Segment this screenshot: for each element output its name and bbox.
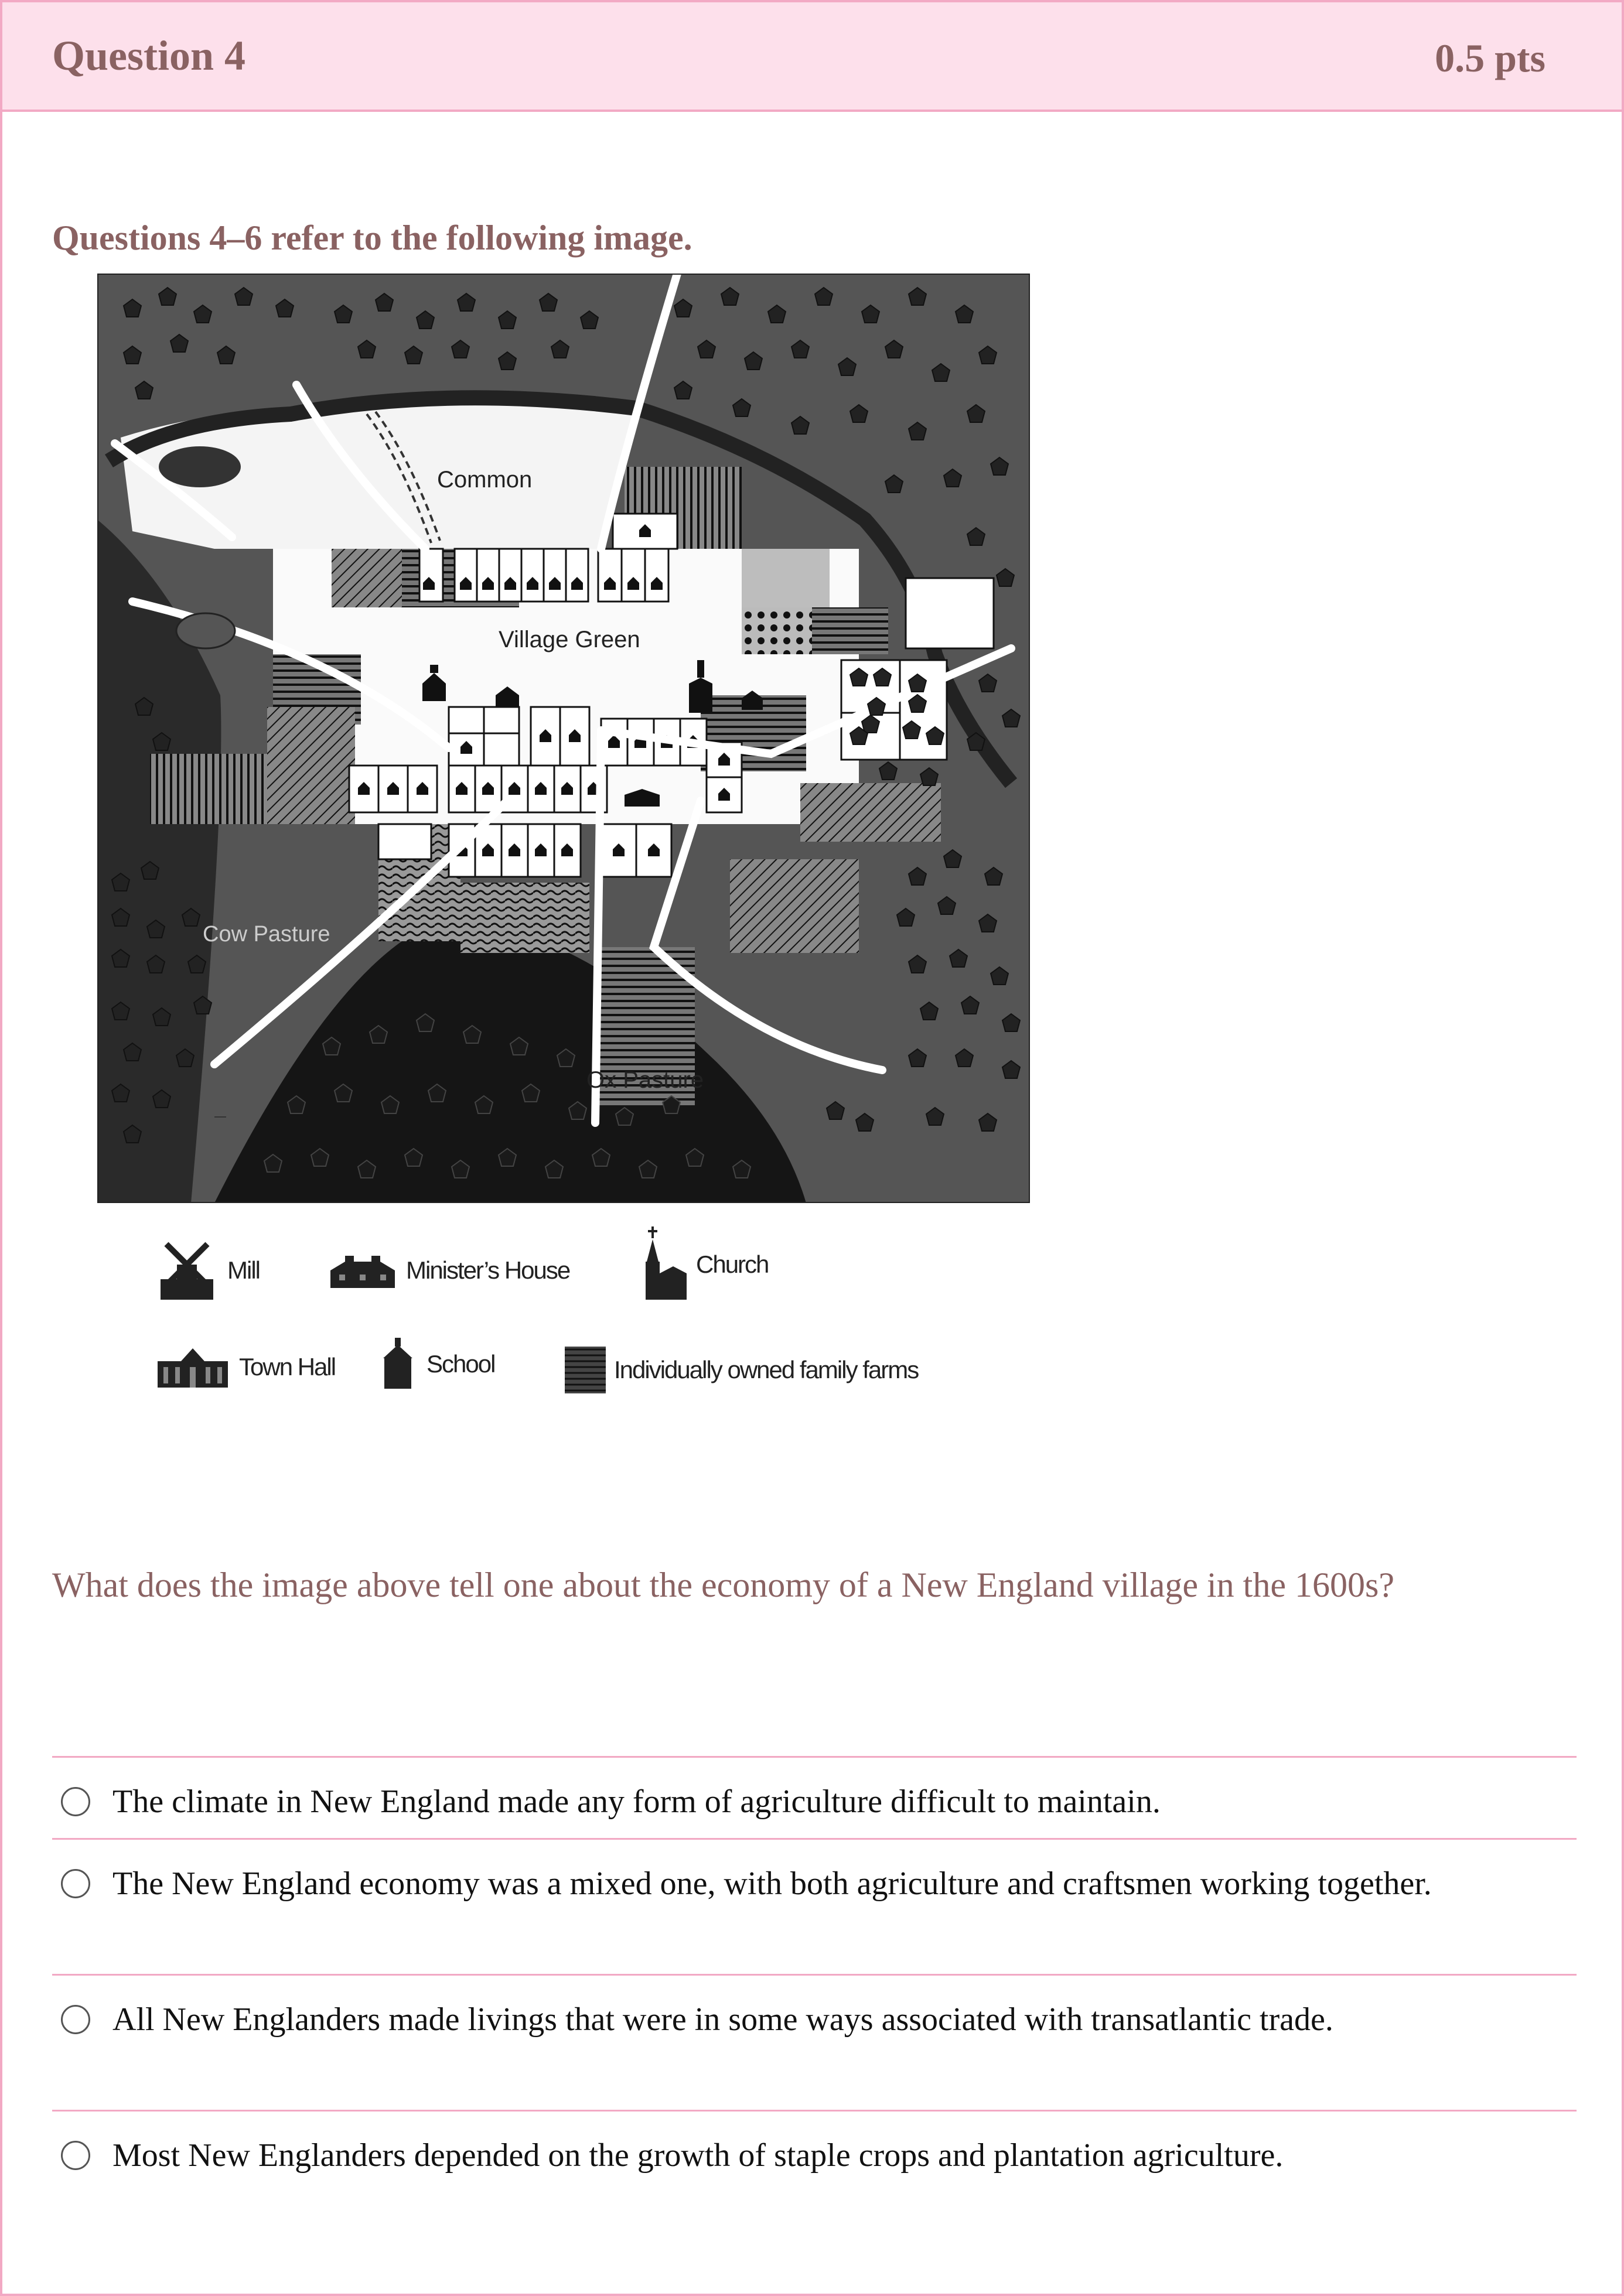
answer-option-4[interactable] (61, 2137, 1283, 2174)
option-divider (52, 1838, 1577, 1840)
question-points: 0.5 pts (1435, 36, 1545, 80)
legend-label-mill: Mill (227, 1256, 260, 1284)
legend-item-school (377, 1338, 494, 1390)
answer-option-1[interactable] (61, 1783, 1161, 1820)
legend-item-ministers-house (327, 1250, 569, 1291)
mill-icon (155, 1238, 219, 1303)
map-legend (155, 1226, 1004, 1420)
map-label-village-green: Village Green (499, 627, 640, 652)
radio-button[interactable] (61, 1869, 90, 1898)
answer-option-3-text: All New Englanders made livings that were in some ways associated with transatlantic trade. (112, 2001, 1333, 2038)
question-prompt: What does the image above tell one about the economy of a New England village in the 1600s? (52, 1566, 1394, 1604)
ministers-house-icon (327, 1250, 398, 1291)
church-icon (635, 1226, 688, 1303)
legend-item-church (635, 1226, 768, 1303)
legend-label-family-farms: Individually owned family farms (614, 1356, 919, 1383)
legend-label-school: School (427, 1350, 495, 1378)
legend-item-mill (155, 1238, 260, 1303)
legend-item-town-hall (155, 1344, 335, 1390)
school-icon (377, 1338, 418, 1390)
question-header (2, 2, 1622, 112)
town-hall-icon (155, 1344, 231, 1390)
answer-option-2-text: The New England economy was a mixed one, with both agriculture and craftsmen working together. (112, 1866, 1432, 1902)
village-map-image (97, 274, 1030, 1203)
option-divider (52, 2110, 1577, 2112)
answer-option-2[interactable] (61, 1865, 1432, 1902)
legend-label-ministers-house: Minister’s House (406, 1256, 570, 1284)
radio-button[interactable] (61, 1787, 90, 1816)
map-label-cow-pasture: Cow Pasture (203, 922, 330, 947)
family-farm-icon (565, 1347, 606, 1393)
answer-option-1-text: The climate in New England made any form of agriculture difficult to maintain. (112, 1784, 1161, 1820)
legend-label-church: Church (696, 1250, 769, 1278)
question-intro: Questions 4–6 refer to the following image. (52, 218, 692, 257)
radio-button[interactable] (61, 2005, 90, 2034)
radio-button[interactable] (61, 2141, 90, 2170)
answer-option-4-text: Most New Englanders depended on the growth of staple crops and plantation agriculture. (112, 2137, 1284, 2174)
answer-option-3[interactable] (61, 2001, 1333, 2038)
option-divider (52, 1974, 1577, 1976)
map-label-ox-pasture: Ox Pasture (586, 1067, 704, 1093)
legend-item-family-farms (565, 1347, 918, 1393)
legend-label-town-hall: Town Hall (239, 1353, 336, 1381)
map-label-common: Common (437, 467, 533, 493)
option-divider (52, 1756, 1577, 1758)
question-title: Question 4 (52, 32, 246, 79)
